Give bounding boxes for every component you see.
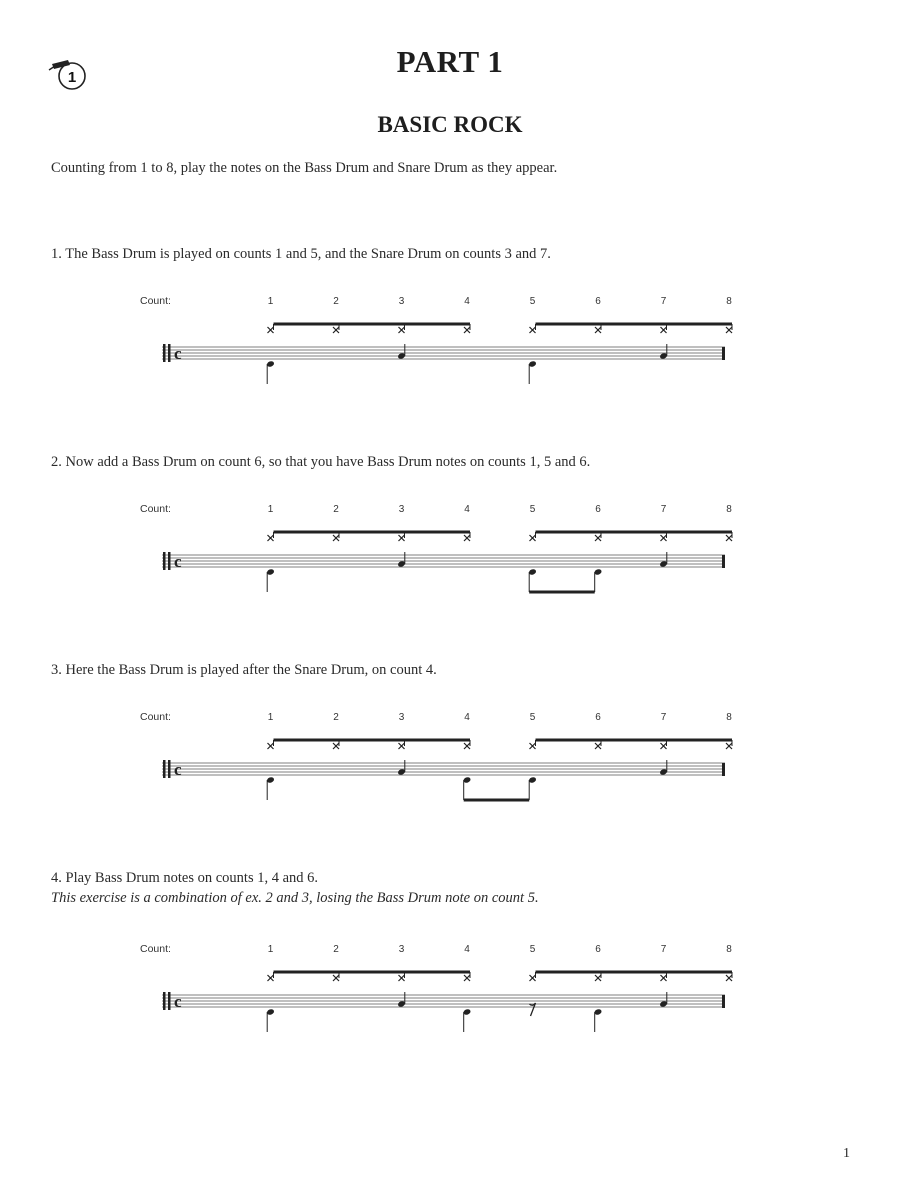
percussion-clef (163, 760, 166, 778)
final-barline (722, 995, 725, 1008)
count-label: Count: (140, 503, 171, 515)
hihat-beam (274, 739, 471, 742)
count-number: 2 (333, 296, 339, 307)
count-number: 4 (464, 296, 470, 307)
exercise-1-text (51, 244, 551, 264)
common-time-signature: c (174, 992, 182, 1011)
count-number: 7 (660, 944, 667, 955)
count-number: 8 (726, 944, 732, 955)
bass-drum-beam (464, 799, 530, 802)
count-number: 3 (398, 712, 405, 723)
count-label: Count: (140, 943, 171, 955)
count-number: 5 (529, 944, 536, 955)
bass-drum-beam (529, 591, 595, 594)
percussion-clef (163, 344, 166, 362)
exercise-instruction: 4. Play Bass Drum notes on counts 1, 4 and 6. (51, 870, 319, 886)
exercise-3-text (51, 660, 437, 680)
exercise-3-notation (130, 708, 750, 828)
hihat-beam (274, 971, 471, 974)
count-number: 5 (529, 296, 536, 307)
count-number: 8 (726, 296, 732, 307)
exercise-4-text (51, 868, 539, 908)
cd-track-number: 1 (67, 69, 77, 86)
exercise-4-notation (130, 940, 750, 1060)
count-number: 8 (726, 712, 732, 723)
final-barline (722, 347, 725, 360)
count-number: 4 (464, 504, 470, 515)
final-barline (722, 763, 725, 776)
percussion-clef (168, 992, 171, 1010)
hihat-beam (536, 739, 733, 742)
count-number: 4 (464, 712, 470, 723)
count-number: 7 (660, 712, 667, 723)
hihat-beam (536, 531, 733, 534)
common-time-signature: c (174, 344, 182, 363)
final-barline (722, 555, 725, 568)
percussion-clef (168, 552, 171, 570)
hihat-beam (536, 971, 733, 974)
count-number: 2 (333, 504, 339, 515)
hihat-beam (274, 531, 471, 534)
exercise-2-notation (130, 500, 750, 620)
exercise-instruction: 3. Here the Bass Drum is played after the Snare Drum, on count 4. (51, 662, 437, 678)
count-number: 1 (267, 296, 274, 307)
count-number: 1 (267, 944, 274, 955)
count-number: 8 (726, 504, 732, 515)
exercise-instruction: 2. Now add a Bass Drum on count 6, so that you have Bass Drum notes on counts 1, 5 and 6. (51, 454, 591, 470)
count-number: 2 (333, 944, 339, 955)
count-label: Count: (140, 711, 171, 723)
count-number: 7 (660, 296, 667, 307)
count-number: 6 (595, 944, 601, 955)
page-title: PART 1 (396, 44, 504, 79)
exercise-1-notation (130, 292, 750, 412)
count-number: 3 (398, 296, 405, 307)
exercise-note: This exercise is a combination of ex. 2 and 3, losing the Bass Drum note on count 5. (51, 890, 539, 906)
count-number: 6 (595, 296, 601, 307)
hihat-beam (274, 323, 471, 326)
count-label: Count: (140, 295, 171, 307)
count-number: 4 (464, 944, 470, 955)
page-number: 1 (843, 1146, 850, 1161)
exercise-2-text (51, 452, 590, 472)
count-number: 6 (595, 712, 601, 723)
common-time-signature: c (174, 552, 182, 571)
common-time-signature: c (174, 760, 182, 779)
count-number: 1 (267, 504, 274, 515)
count-number: 5 (529, 712, 536, 723)
eighth-rest (530, 1003, 536, 1016)
exercise-instruction: 1. The Bass Drum is played on counts 1 and 5, and the Snare Drum on counts 3 and 7. (51, 246, 551, 262)
intro-text: Counting from 1 to 8, play the notes on the Bass Drum and Snare Drum as they appear. (51, 160, 558, 176)
count-number: 7 (660, 504, 667, 515)
count-number: 2 (333, 712, 339, 723)
count-number: 6 (595, 504, 601, 515)
hihat-beam (536, 323, 733, 326)
count-number: 1 (267, 712, 274, 723)
percussion-clef (168, 344, 171, 362)
section-title: BASIC ROCK (377, 112, 523, 137)
count-number: 3 (398, 944, 405, 955)
percussion-clef (168, 760, 171, 778)
count-number: 5 (529, 504, 536, 515)
percussion-clef (163, 992, 166, 1010)
count-number: 3 (398, 504, 405, 515)
percussion-clef (163, 552, 166, 570)
